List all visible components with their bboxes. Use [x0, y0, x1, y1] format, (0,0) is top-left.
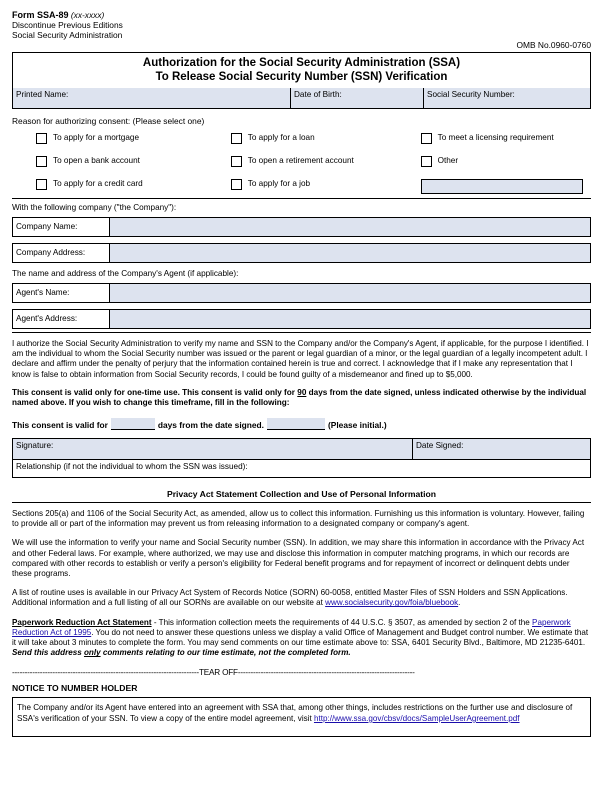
reason-row-2 — [12, 156, 591, 167]
form-title — [12, 52, 591, 88]
notice-to-number-holder-title: NOTICE TO NUMBER HOLDER — [12, 683, 138, 694]
notice-text: The Company and/or its Agent have entered into an agreement with SSA that, among other things, includes restrictions on the further use and disclosure of SSA's verification of your SSN. To view a copy of the entire model agreement, visit — [17, 703, 573, 723]
checkbox-box-icon[interactable] — [231, 179, 242, 190]
checkbox-box-icon[interactable] — [421, 133, 432, 144]
checkbox-box-icon[interactable] — [231, 156, 242, 167]
prwa-bold-only: only — [83, 648, 101, 658]
agent-name-label: Agent's Name: — [16, 288, 70, 297]
sorn-text-end: . — [458, 598, 461, 608]
agent-address-label: Agent's Address: — [16, 314, 78, 323]
form-title-line2: To Release Social Security Number (SSN) Verification — [155, 71, 448, 83]
relationship-row[interactable] — [12, 460, 591, 478]
checkbox-loan[interactable] — [231, 133, 421, 144]
agent-address-input[interactable] — [109, 310, 590, 328]
checkbox-label: To meet a licensing requirement — [437, 133, 554, 142]
date-signed-field[interactable] — [413, 439, 590, 459]
date-of-birth-label: Date of Birth: — [294, 90, 342, 99]
bluebook-link[interactable]: www.socialsecurity.gov/foia/bluebook — [325, 598, 459, 608]
other-text-field-wrap — [421, 179, 591, 194]
checkbox-credit-card[interactable] — [12, 179, 231, 194]
agent-address-row[interactable] — [12, 309, 591, 329]
company-address-input[interactable] — [109, 244, 590, 262]
checkbox-box-icon[interactable] — [36, 133, 47, 144]
sample-user-agreement-link[interactable]: http://www.ssa.gov/cbsv/docs/SampleUserAgreement.pdf — [313, 713, 520, 723]
checkbox-box-icon[interactable] — [36, 179, 47, 190]
privacy-act-title: Privacy Act Statement Collection and Use of Personal Information — [166, 489, 436, 499]
printed-name-field[interactable] — [13, 88, 291, 108]
privacy-paragraph-2: We will use the information to verify your name and Social Security number (SSN). In addition, we may share this information in accordance with the Privacy Act and other Federal laws. For example, where authorized, we may use and disclose this information in computer matching programs, in which our records are compared with other records to establish or verify a person's eligibility for Federal benefit programs and for repayment of incorrect or delinquent debts under these programs. — [12, 538, 585, 579]
prwa-text-2: . You do not need to answer these questions unless we display a valid Office of Management and Budget control number. We estimate that it will take about 3 minutes to complete the form. You may send comments on our time estimate above to: SSA, 6401 Security Blvd., Baltimore, MD 21235-6401. — [12, 627, 589, 648]
consent-duration-line — [12, 418, 591, 430]
date-signed-label: Date Signed: — [416, 441, 464, 450]
omb-number: OMB No.0960-0760 — [516, 40, 591, 50]
identity-fields-row — [12, 88, 591, 109]
checkbox-label: To apply for a mortgage — [53, 133, 140, 142]
agent-name-row[interactable] — [12, 283, 591, 303]
form-number: Form SSA-89 — [12, 10, 69, 20]
notice-box — [12, 697, 591, 737]
discontinue-notice: Discontinue Previous Editions — [12, 20, 123, 30]
signature-field[interactable] — [13, 439, 413, 459]
checkbox-label: To apply for a job — [247, 179, 311, 188]
prwa-bold-post: comments relating to our time estimate, not the completed form. — [100, 648, 351, 658]
one-time-days: 90 — [297, 387, 307, 397]
checkbox-label: To apply for a loan — [247, 133, 315, 142]
agency-name: Social Security Administration — [12, 30, 123, 40]
signature-label: Signature: — [16, 441, 54, 450]
checkbox-label: To apply for a credit card — [53, 179, 143, 188]
checkbox-label: To open a bank account — [53, 156, 140, 165]
signature-row — [12, 438, 591, 460]
consent-valid-pre: This consent is valid for — [12, 420, 108, 430]
agent-name-input[interactable] — [109, 284, 590, 302]
company-name-row[interactable] — [12, 217, 591, 237]
company-heading: With the following company ("the Company"): — [12, 203, 177, 212]
company-address-label: Company Address: — [16, 248, 86, 257]
company-name-label: Company Name: — [16, 222, 78, 231]
prwa-1995-link[interactable]: Paperwork Reduction Act of 1995 — [12, 617, 571, 637]
reason-heading: Reason for authorizing consent: (Please select one) — [12, 116, 205, 126]
checkbox-job[interactable] — [231, 179, 421, 194]
divider — [12, 198, 591, 199]
relationship-label: Relationship (if not the individual to whom the SSN was issued): — [16, 462, 248, 471]
other-text-input[interactable] — [421, 179, 583, 194]
reason-checkbox-grid — [12, 133, 591, 194]
checkbox-box-icon[interactable] — [421, 156, 432, 167]
authorization-paragraph: I authorize the Social Security Administration to verify my name and SSN to the Company and/or the Company's Agent, if applicable, for the purpose I identified. I am the individual to whom the Social Security number was issued or the parent or legal guardian of a minor, or the legal guardian of a legally incompetent adult. I declare and affirm under the penalty of perjury that the information contained herein is true and correct. I acknowledge that if I make any representation that I know is false to obtain information from Social Security records, I could be found guilty of a misdemeanor and fined up to $5,000. — [12, 339, 589, 379]
sorn-text: A list of routine uses is available in our Privacy Act System of Records Notice (SORN) 60-0058, entitled Master Files of SSN Holders and SSN Applications. Additional information and a full listing of all our SORNs are available on our website at — [12, 588, 568, 608]
consent-initial-input[interactable] — [267, 418, 325, 430]
paperwork-reduction-paragraph — [12, 618, 591, 659]
consent-valid-mid: days from the date signed. — [157, 420, 264, 430]
divider-3 — [12, 502, 591, 503]
checkbox-retirement-account[interactable] — [231, 156, 421, 167]
form-revision: (xx-xxxx) — [70, 10, 105, 20]
consent-days-input[interactable] — [111, 418, 155, 430]
privacy-paragraph-3 — [12, 588, 591, 608]
one-time-pre-text: This consent is valid only for one-time use. This consent is valid only for — [12, 387, 298, 397]
checkbox-other[interactable] — [421, 156, 591, 167]
reason-row-3 — [12, 179, 591, 194]
one-time-post-text: days from the date signed, unless indicated otherwise by the individual named above. If you wish to change this timeframe, fill in the following: — [12, 387, 587, 408]
checkbox-bank-account[interactable] — [12, 156, 231, 167]
one-time-use-statement — [12, 388, 591, 409]
divider-2 — [12, 332, 591, 333]
ssn-label: Social Security Number: — [427, 90, 515, 99]
checkbox-label: To open a retirement account — [247, 156, 354, 165]
checkbox-label: Other — [437, 156, 459, 165]
privacy-paragraph-1: Sections 205(a) and 1106 of the Social Security Act, as amended, allow us to collect this information. Furnishing us this information is voluntary. However, failing to provide all or part of the information may prevent us from releasing information to a designated company or company's agent. — [12, 509, 585, 529]
tear-off-line: --------------------------------------------------------------------------TEAR OFF---------------------------------------------------------------------- — [12, 668, 415, 678]
company-name-input[interactable] — [109, 218, 590, 236]
reason-row-1 — [12, 133, 591, 144]
ssn-field[interactable] — [424, 88, 590, 108]
checkbox-licensing[interactable] — [421, 133, 591, 144]
date-of-birth-field[interactable] — [291, 88, 424, 108]
checkbox-box-icon[interactable] — [231, 133, 242, 144]
prwa-text-1: - This information collection meets the requirements of 44 U.S.C. § 3507, as amended by section 2 of the — [151, 617, 533, 627]
company-address-row[interactable] — [12, 243, 591, 263]
prwa-heading: Paperwork Reduction Act Statement — [12, 617, 152, 627]
prwa-bold-pre: Send this address — [12, 648, 84, 658]
agent-heading: The name and address of the Company's Agent (if applicable): — [12, 269, 239, 278]
printed-name-label: Printed Name: — [16, 90, 69, 99]
form-title-line1: Authorization for the Social Security Administration (SSA) — [142, 57, 461, 69]
checkbox-mortgage[interactable] — [12, 133, 231, 144]
checkbox-box-icon[interactable] — [36, 156, 47, 167]
consent-valid-post: (Please initial.) — [327, 420, 387, 430]
form-header — [12, 10, 591, 20]
